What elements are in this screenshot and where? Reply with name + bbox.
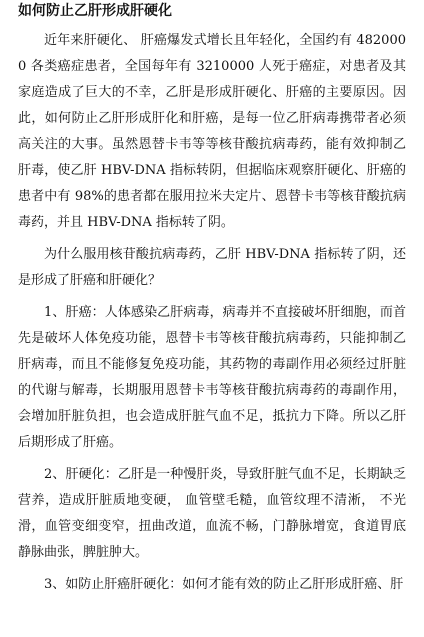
paragraph-liver-cancer: 1、肝癌：人体感染乙肝病毒，病毒并不直接破坏肝细胞，而首先是破坏人体免疫功能，恩替卡韦等核苷酸抗病毒药，只能抑制乙肝病毒，而且不能修复免疫功能，其药物的毒副作用必须经过肝脏的代谢与解毒，长期服用恩替卡韦等核苷酸抗病毒药的毒副作用，会增加肝脏负担，也会造成肝脏气血不足，抵抗力下降。所以乙肝后期形成了肝癌。 [18,305,406,450]
document-title: 如何防止乙肝形成肝硬化 [18,3,172,19]
paragraph-cirrhosis: 2、肝硬化：乙肝是一种慢肝炎，导致肝脏气血不足，长期缺乏营养，造成肝脏质地变硬， 血管壁毛糙，血管纹理不清淅， 不光滑，血管变细变窄，扭曲改道，血流不畅，门静脉增宽，食道胃底静脉曲张，脾脏肿大。 [18,467,406,560]
paragraph-question: 为什么服用核苷酸抗病毒药，乙肝 HBV-DNA 指标转了阴，还是形成了肝癌和肝硬化？ [18,247,406,288]
paragraph-prevention: 3、如防止肝癌肝硬化：如何才能有效的防止乙肝形成肝癌、肝 [44,577,404,592]
paragraph-intro: 近年来肝硬化、 肝癌爆发式增长且年轻化，全国约有 4820000 各类癌症患者，全国每年有 3210000 人死于癌症，对患者及其家庭造成了巨大的不幸，乙肝是形成肝硬化、肝癌的主要原因。因此，如何防止乙肝形成肝化和肝癌，是每一位乙肝病毒携带者必须高关注的大事。虽然恩替卡韦等等核苷酸抗病毒药，能有效抑制乙肝毒，使乙肝 HBV-DNA 指标转阴，但据临床观察肝硬化、肝癌的患者中有 98%的患者都在服用拉米夫定片、恩替卡韦等核苷酸抗病毒药，并且 HBV-DNA 指标转了阴。 [18,33,406,230]
